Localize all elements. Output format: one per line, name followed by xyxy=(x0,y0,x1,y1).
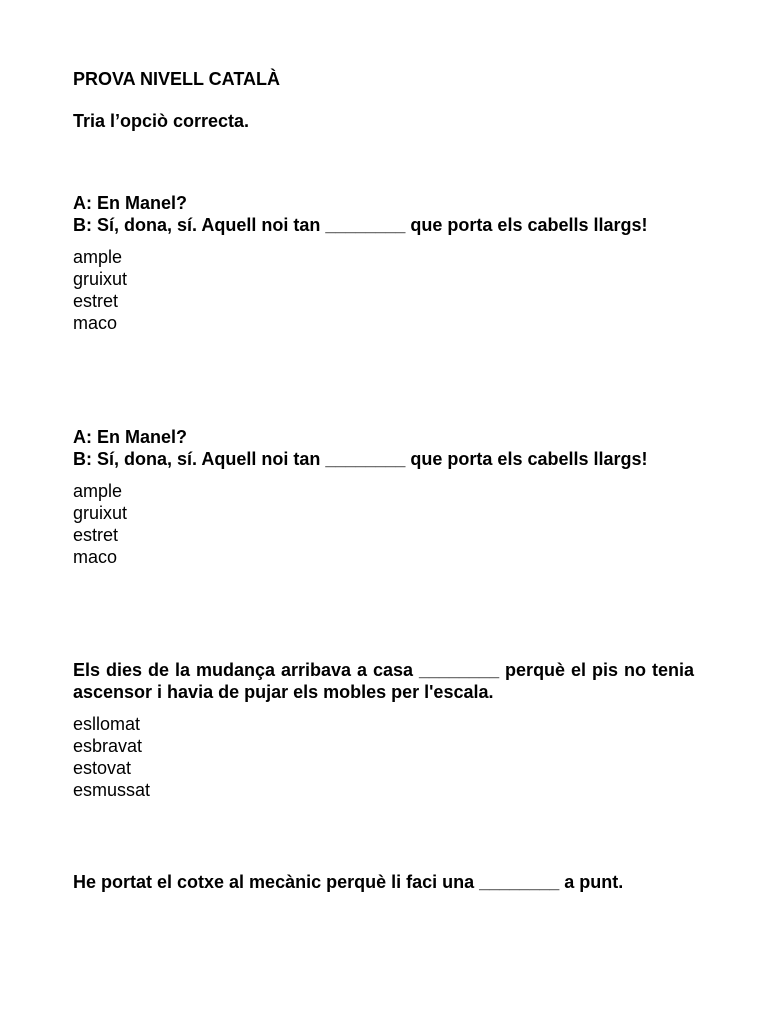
answer-option[interactable]: gruixut xyxy=(73,269,128,289)
answer-option[interactable]: ample xyxy=(73,481,123,501)
answer-option[interactable]: esbravat xyxy=(73,736,143,756)
instruction-text: Tria l’opciò correcta. xyxy=(73,111,250,131)
document-title: PROVA NIVELL CATALÀ xyxy=(73,69,280,89)
prompt-line-speaker-a: A: En Manel? xyxy=(73,427,188,447)
answer-options xyxy=(73,246,694,334)
answer-option[interactable]: esllomat xyxy=(73,714,141,734)
prompt-line: Els dies de la mudança arribava a casa ________ perquè el pis no tenia ascensor i havia de pujar els mobles per l'escala. xyxy=(73,660,694,702)
question-prompt xyxy=(73,192,694,236)
prompt-line-speaker-b: B: Sí, dona, sí. Aquell noi tan ________ que porta els cabells llargs! xyxy=(73,449,648,469)
answer-option[interactable]: estovat xyxy=(73,758,132,778)
question-4 xyxy=(73,871,694,893)
question-prompt xyxy=(73,871,694,893)
prompt-line-speaker-a: A: En Manel? xyxy=(73,193,188,213)
question-prompt xyxy=(73,659,694,703)
answer-option[interactable]: gruixut xyxy=(73,503,128,523)
question-2 xyxy=(73,426,694,568)
question-3 xyxy=(73,659,694,801)
answer-option[interactable]: esmussat xyxy=(73,780,151,800)
answer-option[interactable]: estret xyxy=(73,291,119,311)
answer-option[interactable]: maco xyxy=(73,547,118,567)
question-1 xyxy=(73,192,694,334)
answer-options xyxy=(73,480,694,568)
answer-options xyxy=(73,713,694,801)
prompt-line-speaker-b: B: Sí, dona, sí. Aquell noi tan ________ que porta els cabells llargs! xyxy=(73,215,648,235)
prompt-line: He portat el cotxe al mecànic perquè li faci una ________ a punt. xyxy=(73,872,624,892)
answer-option[interactable]: ample xyxy=(73,247,123,267)
answer-option[interactable]: maco xyxy=(73,313,118,333)
question-prompt xyxy=(73,426,694,470)
answer-option[interactable]: estret xyxy=(73,525,119,545)
